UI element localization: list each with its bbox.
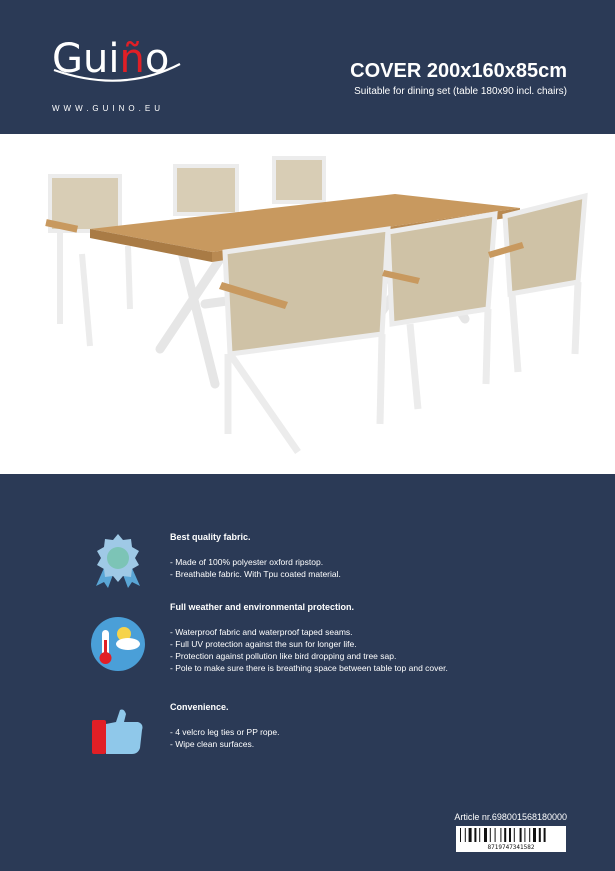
feature-text [170,602,590,674]
barcode-bars [456,826,566,844]
header [0,0,615,134]
article-number: Article nr.698001568180000 [454,812,567,822]
feature-text [170,532,590,580]
logo-swoosh-icon [52,60,182,86]
chair-back-left [45,176,130,346]
weather-thermometer-icon [90,616,146,672]
feature-line: - 4 velcro leg ties or PP rope. [170,727,280,737]
feature-line: - Made of 100% polyester oxford ripstop. [170,557,324,567]
chair-front-1 [219,229,388,452]
product-title: COVER 200x160x85cm [350,60,567,82]
logo-accent-letter: ñ [119,36,145,82]
barcode [456,826,566,852]
barcode-number: 8719747341582 [487,844,535,851]
feature-line: - Pole to make sure there is breathing space between table top and cover. [170,663,448,673]
feature-line: - Full UV protection against the sun for longer life. [170,639,357,649]
logo-text-end: o [144,36,170,82]
feature-line: - Waterproof fabric and waterproof taped seams. [170,627,353,637]
feature-title: Best quality fabric. [170,532,251,542]
logo-text: Gui [52,36,120,82]
chair-back-right [274,158,324,202]
feature-line: - Protection against pollution like bird dropping and tree sap. [170,651,397,661]
product-subtitle: Suitable for dining set (table 180x90 incl. chairs) [354,86,567,97]
feature-line: - Wipe clean surfaces. [170,739,255,749]
feature-text [170,702,590,750]
chair-front-3 [488,196,585,372]
chair-front-2 [382,214,495,409]
award-ribbon-icon [90,532,146,588]
dining-set-illustration [0,134,615,474]
feature-title: Convenience. [170,702,229,712]
product-photo [0,134,615,474]
website-link[interactable]: WWW.GUINO.EU [52,104,164,113]
feature-title: Full weather and environmental protection. [170,602,355,612]
thumbs-up-icon [90,706,146,762]
chair-back-middle [175,166,237,214]
feature-line: - Breathable fabric. With Tpu coated material. [170,569,341,579]
